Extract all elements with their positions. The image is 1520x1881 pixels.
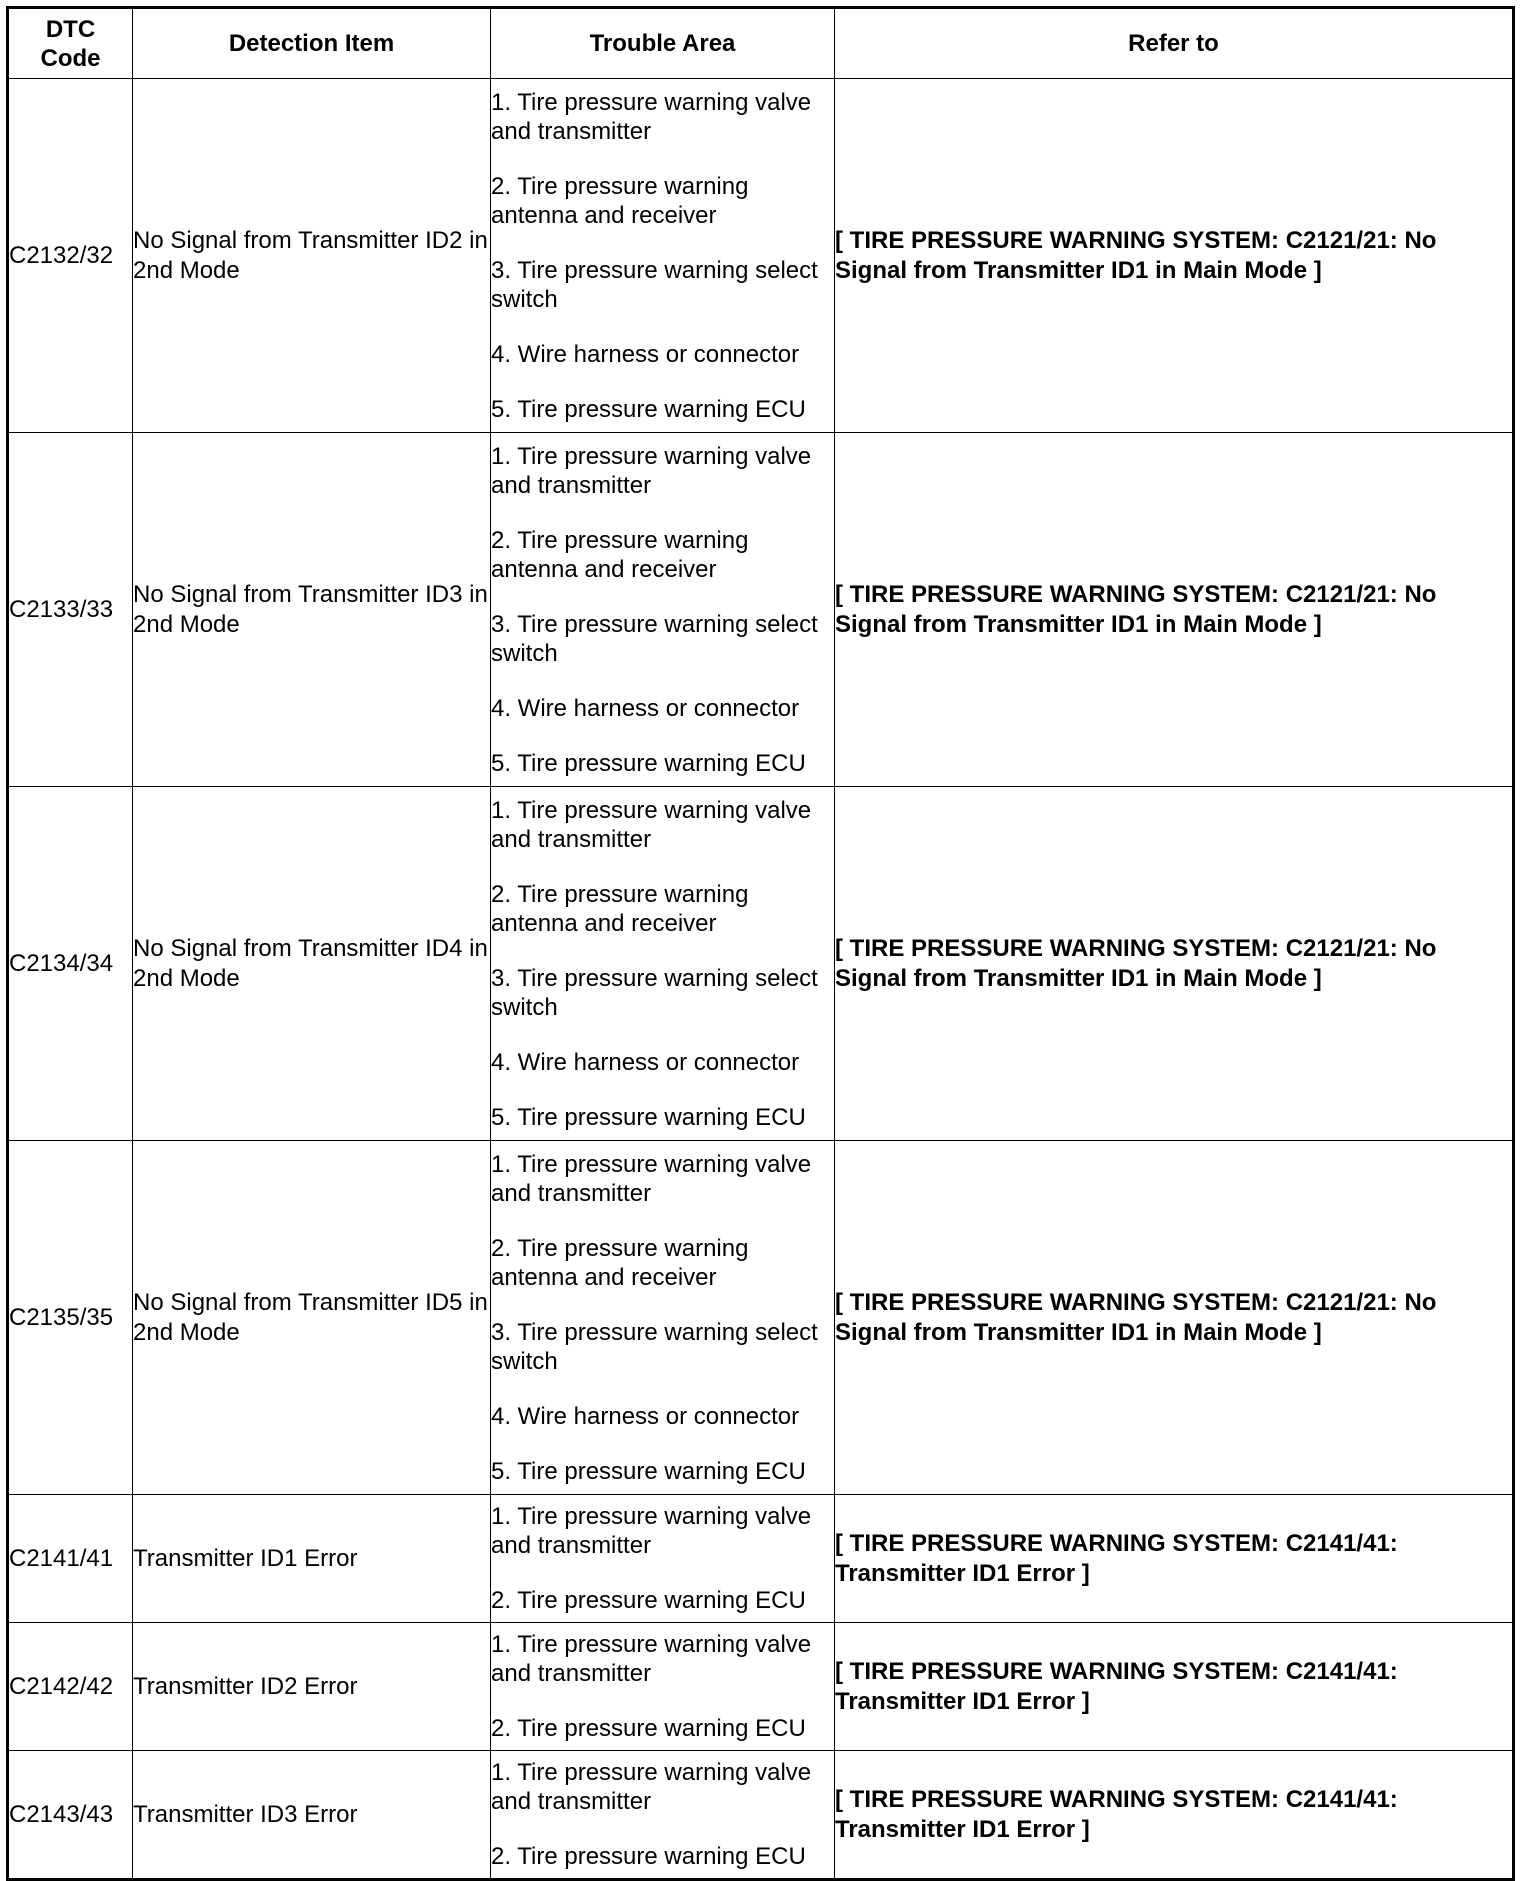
trouble-area-item: 2. Tire pressure warning antenna and receiver — [491, 880, 749, 937]
trouble-area-item: 3. Tire pressure warning select switch — [491, 964, 818, 1021]
header-trouble-area: Trouble Area — [491, 8, 835, 79]
trouble-area-item: 4. Wire harness or connector — [491, 340, 800, 368]
dtc-code-cell: C2141/41 — [8, 1495, 133, 1623]
header-refer-to: Refer to — [835, 8, 1514, 79]
trouble-area-item: 4. Wire harness or connector — [491, 1402, 800, 1430]
trouble-area-cell — [491, 787, 835, 1141]
dtc-code-cell: C2143/43 — [8, 1751, 133, 1880]
header-dtc-code: DTC Code — [8, 8, 133, 79]
trouble-area-item: 1. Tire pressure warning valve and transmitter — [491, 442, 812, 499]
detection-item-cell: Transmitter ID1 Error — [133, 1495, 491, 1623]
table-row — [8, 787, 1514, 1141]
refer-to-cell: [ TIRE PRESSURE WARNING SYSTEM: C2121/21: No Signal from Transmitter ID1 in Main Mode ] — [835, 787, 1514, 1141]
dtc-code-cell: C2134/34 — [8, 787, 133, 1141]
trouble-area-item: 5. Tire pressure warning ECU — [491, 1457, 806, 1485]
dtc-table-container — [6, 6, 1515, 1881]
refer-to-cell: [ TIRE PRESSURE WARNING SYSTEM: C2121/21: No Signal from Transmitter ID1 in Main Mode ] — [835, 1141, 1514, 1495]
dtc-table — [6, 6, 1515, 1881]
trouble-area-item: 2. Tire pressure warning antenna and receiver — [491, 1234, 749, 1291]
trouble-area-item: 3. Tire pressure warning select switch — [491, 1318, 818, 1375]
header-detection-item: Detection Item — [133, 8, 491, 79]
trouble-area-item: 2. Tire pressure warning ECU — [491, 1843, 806, 1870]
detection-item-cell: Transmitter ID2 Error — [133, 1623, 491, 1751]
table-row — [8, 1751, 1514, 1880]
trouble-area-item: 2. Tire pressure warning ECU — [491, 1587, 806, 1614]
refer-to-cell: [ TIRE PRESSURE WARNING SYSTEM: C2141/41: Transmitter ID1 Error ] — [835, 1751, 1514, 1880]
trouble-area-item: 1. Tire pressure warning valve and transmitter — [491, 1503, 812, 1559]
trouble-area-item: 1. Tire pressure warning valve and transmitter — [491, 1759, 812, 1815]
dtc-code-cell: C2132/32 — [8, 79, 133, 433]
table-header-row — [8, 8, 1514, 79]
trouble-area-item: 4. Wire harness or connector — [491, 1048, 800, 1076]
refer-to-cell: [ TIRE PRESSURE WARNING SYSTEM: C2121/21: No Signal from Transmitter ID1 in Main Mode ] — [835, 79, 1514, 433]
trouble-area-item: 5. Tire pressure warning ECU — [491, 749, 806, 777]
trouble-area-item: 3. Tire pressure warning select switch — [491, 610, 818, 667]
trouble-area-item: 2. Tire pressure warning ECU — [491, 1715, 806, 1742]
table-body — [8, 79, 1514, 1880]
table-row — [8, 79, 1514, 433]
trouble-area-item: 4. Wire harness or connector — [491, 694, 800, 722]
trouble-area-item: 1. Tire pressure warning valve and transmitter — [491, 1150, 812, 1207]
trouble-area-item: 5. Tire pressure warning ECU — [491, 395, 806, 423]
trouble-area-cell — [491, 433, 835, 787]
table-row — [8, 1495, 1514, 1623]
detection-item-cell: No Signal from Transmitter ID4 in 2nd Mode — [133, 787, 491, 1141]
detection-item-cell: Transmitter ID3 Error — [133, 1751, 491, 1880]
trouble-area-item: 1. Tire pressure warning valve and transmitter — [491, 1631, 812, 1687]
trouble-area-item: 2. Tire pressure warning antenna and receiver — [491, 526, 749, 583]
table-row — [8, 1141, 1514, 1495]
table-row — [8, 1623, 1514, 1751]
trouble-area-item: 2. Tire pressure warning antenna and receiver — [491, 172, 749, 229]
table-row — [8, 433, 1514, 787]
detection-item-cell: No Signal from Transmitter ID2 in 2nd Mode — [133, 79, 491, 433]
refer-to-cell: [ TIRE PRESSURE WARNING SYSTEM: C2141/41: Transmitter ID1 Error ] — [835, 1623, 1514, 1751]
trouble-area-cell — [491, 1623, 835, 1751]
trouble-area-cell — [491, 1751, 835, 1880]
refer-to-cell: [ TIRE PRESSURE WARNING SYSTEM: C2121/21: No Signal from Transmitter ID1 in Main Mode ] — [835, 433, 1514, 787]
trouble-area-item: 1. Tire pressure warning valve and transmitter — [491, 796, 812, 853]
detection-item-cell: No Signal from Transmitter ID3 in 2nd Mode — [133, 433, 491, 787]
trouble-area-item: 1. Tire pressure warning valve and transmitter — [491, 88, 812, 145]
dtc-code-cell: C2142/42 — [8, 1623, 133, 1751]
dtc-code-cell: C2135/35 — [8, 1141, 133, 1495]
trouble-area-cell — [491, 1495, 835, 1623]
detection-item-cell: No Signal from Transmitter ID5 in 2nd Mode — [133, 1141, 491, 1495]
trouble-area-item: 5. Tire pressure warning ECU — [491, 1103, 806, 1131]
dtc-code-cell: C2133/33 — [8, 433, 133, 787]
trouble-area-cell — [491, 1141, 835, 1495]
refer-to-cell: [ TIRE PRESSURE WARNING SYSTEM: C2141/41: Transmitter ID1 Error ] — [835, 1495, 1514, 1623]
trouble-area-item: 3. Tire pressure warning select switch — [491, 256, 818, 313]
trouble-area-cell — [491, 79, 835, 433]
